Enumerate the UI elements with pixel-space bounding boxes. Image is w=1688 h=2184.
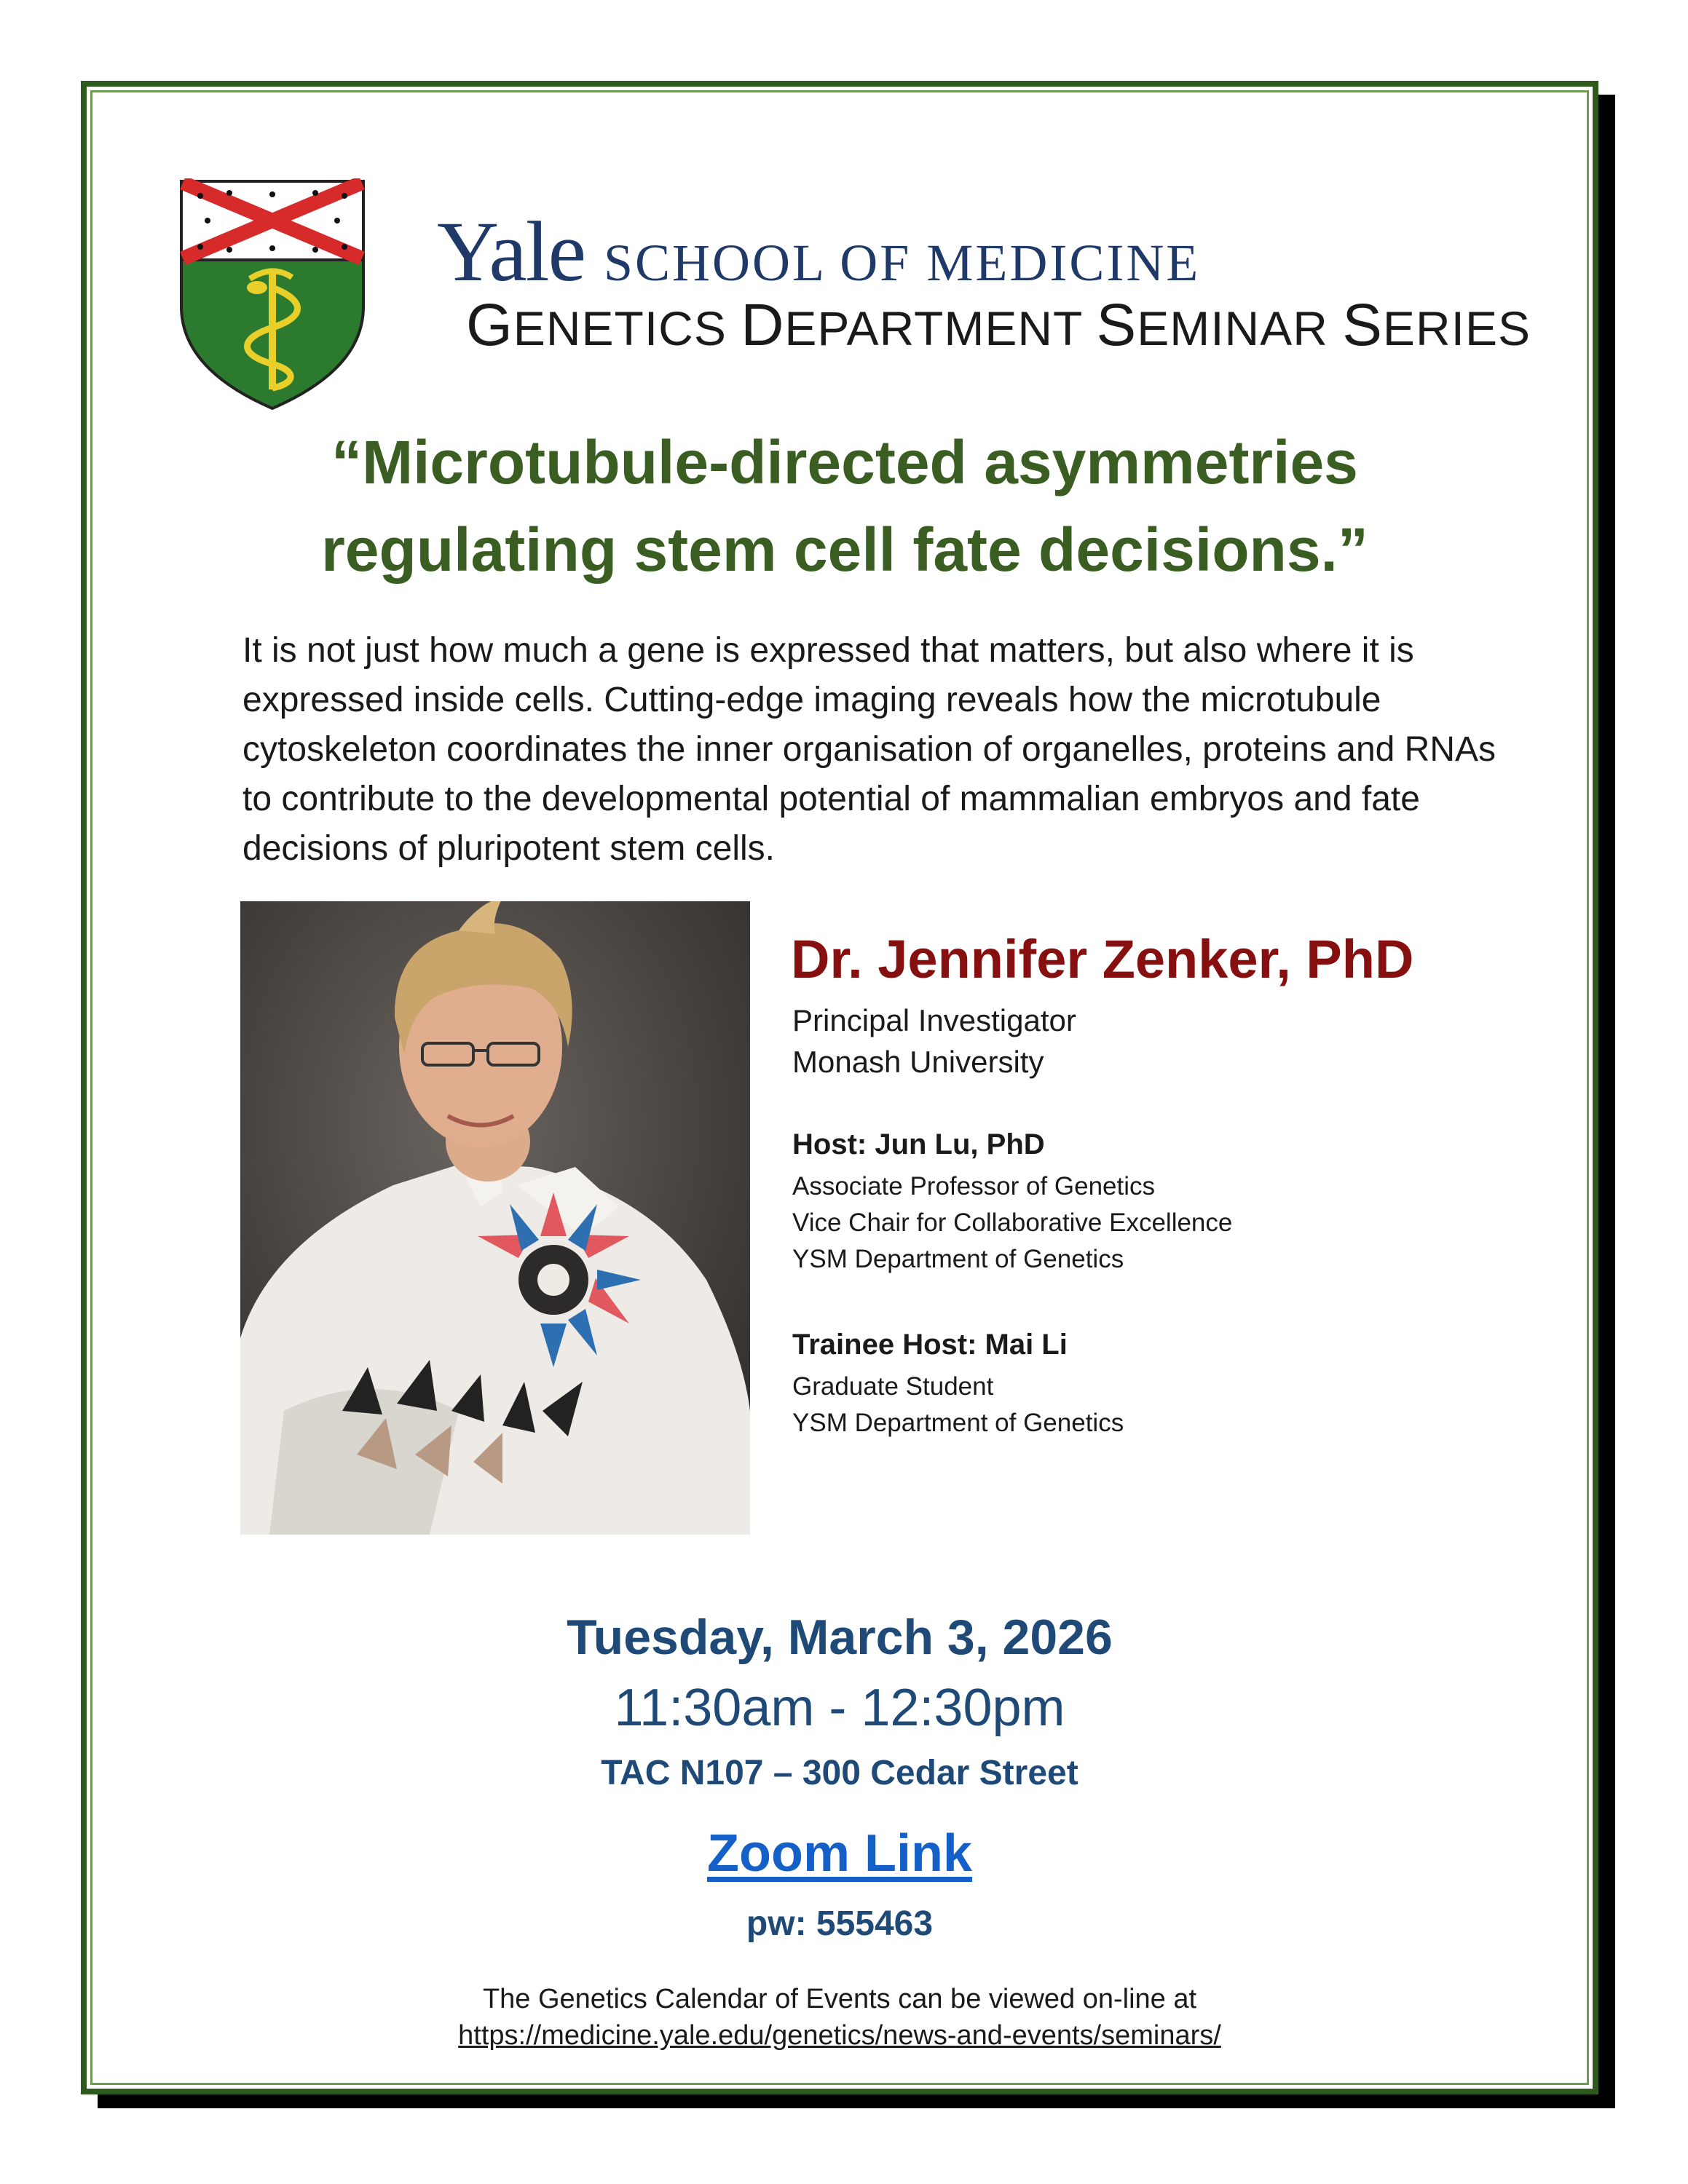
event-time: 11:30am - 12:30pm [614, 1679, 1065, 1737]
zoom-link[interactable]: Zoom Link [707, 1824, 972, 1883]
yale-shield-icon [178, 178, 366, 411]
speaker-name: Dr. Jennifer Zenker, PhD [791, 929, 1414, 989]
talk-abstract: It is not just how much a gene is expressed that matters, but also where it is expressed inside cells. Cutting-edge imaging reveals how the microtubule cytoskeleton coordinates the inner organisation of organelles, proteins and RNAs to contribute to the developmental potential of mammalian embryos and fate decisions of pluripotent stem cells. [242, 631, 1496, 868]
speaker-institution: Monash University [792, 1045, 1044, 1079]
school-of-medicine-wordmark: SCHOOL OF MEDICINE [603, 234, 1201, 292]
calendar-url-link[interactable]: https://medicine.yale.edu/genetics/news-and-events/seminars/ [458, 2020, 1221, 2051]
yale-wordmark: Yale [437, 204, 585, 299]
host-detail: Associate Professor of Genetics [792, 1172, 1155, 1200]
event-location: TAC N107 – 300 Cedar Street [601, 1754, 1078, 1792]
host-heading: Host: Jun Lu, PhD [792, 1128, 1045, 1160]
event-date: Tuesday, March 3, 2026 [567, 1610, 1113, 1665]
talk-title [218, 419, 1471, 593]
talk-title-line: regulating stem cell fate decisions.” [321, 515, 1368, 584]
zoom-password: pw: 555463 [746, 1904, 934, 1943]
trainee-host-heading: Trainee Host: Mai Li [792, 1329, 1068, 1361]
speaker-photo [240, 901, 750, 1535]
seminar-series-title: GENETICS DEPARTMENT SEMINAR SERIES [466, 292, 1531, 358]
calendar-note: The Genetics Calendar of Events can be viewed on-line at [482, 1984, 1197, 2014]
speaker-position: Principal Investigator [792, 1003, 1076, 1037]
trainee-host-detail: YSM Department of Genetics [792, 1409, 1124, 1437]
talk-title-line: “Microtubule-directed asymmetries [331, 428, 1358, 496]
school-name [437, 202, 1413, 301]
trainee-host-detail: Graduate Student [792, 1372, 994, 1401]
host-detail: Vice Chair for Collaborative Excellence [792, 1208, 1233, 1237]
host-detail: YSM Department of Genetics [792, 1245, 1124, 1273]
